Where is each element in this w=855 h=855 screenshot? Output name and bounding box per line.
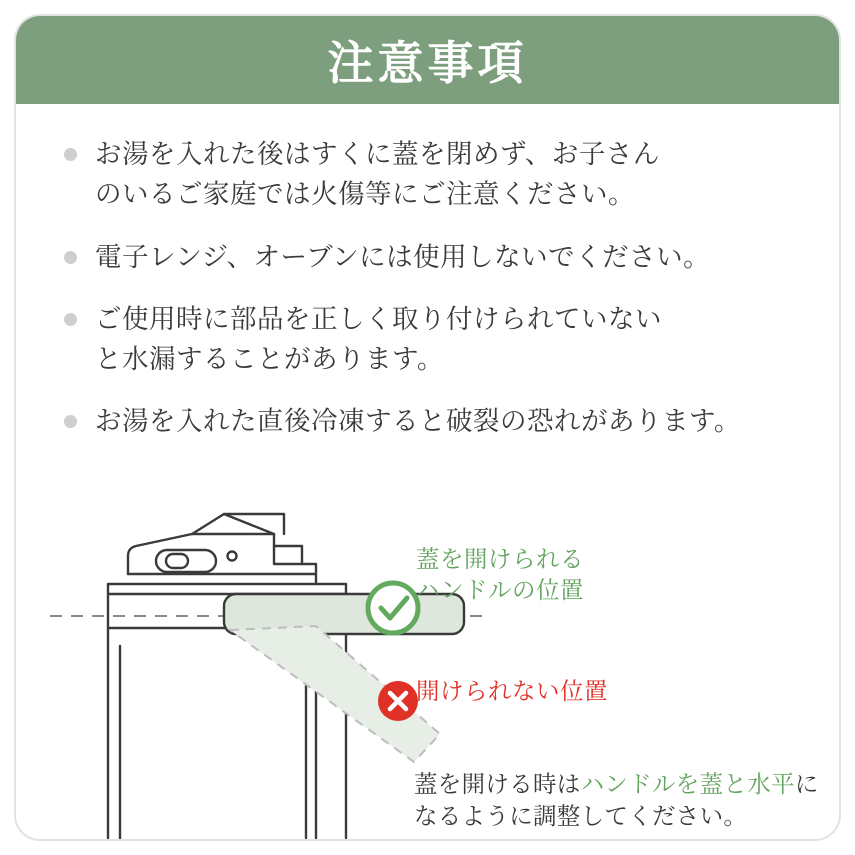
diagram-bottom-note <box>414 768 834 833</box>
note-text: お湯を入れた直後冷凍すると破裂の恐れがあります。 <box>95 406 741 437</box>
note-text: 電子レンジ、オーブンには使用しないでください。 <box>95 241 711 272</box>
bottom-note-prefix: 蓋を開ける時は <box>414 771 581 797</box>
cross-circle-icon <box>378 681 418 721</box>
bullet-icon <box>64 148 77 161</box>
note-text: ご使用時に部品を正しく取り付けられていない と水漏することがあります。 <box>95 303 662 375</box>
note-text: お湯を入れた後はすくに蓋を閉めず、お子さん のいるご家庭では火傷等にご注意ください。 <box>95 139 660 210</box>
product-diagram <box>16 486 839 839</box>
list-item <box>50 299 805 380</box>
bottom-note-suffix: になるように調整してください。 <box>414 771 819 830</box>
check-circle-icon <box>368 583 418 633</box>
list-item <box>50 401 805 441</box>
bullet-icon <box>64 251 77 264</box>
notice-card <box>14 14 841 841</box>
bullet-icon <box>64 415 77 428</box>
callout-ok-label: 蓋を開けられる ハンドルの位置 <box>416 546 584 604</box>
callout-ng-label: 開けられない位置 <box>416 678 608 704</box>
list-item <box>50 134 805 215</box>
notes-list <box>16 108 839 464</box>
bottom-note-highlight: ハンドルを蓋と水平 <box>580 771 795 797</box>
bullet-icon <box>64 313 77 326</box>
card-header <box>16 16 839 104</box>
list-item <box>50 237 805 277</box>
page-title: 注意事項 <box>327 37 528 89</box>
